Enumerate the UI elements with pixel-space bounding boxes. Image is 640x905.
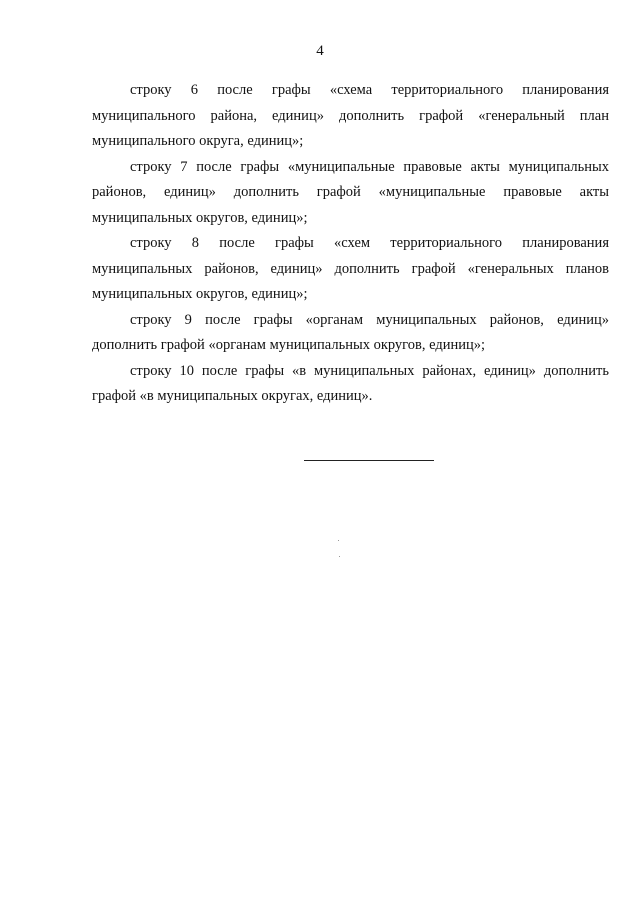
scan-speck bbox=[338, 540, 339, 541]
page-number: 4 bbox=[316, 43, 324, 59]
closing-divider-line bbox=[304, 460, 434, 461]
paragraph-row-8: строку 8 после графы «схем территориального планирования муниципальных районов, единиц» дополнить графой «генеральных планов муниципальных округов, единиц»; bbox=[92, 235, 609, 302]
paragraph-row-9: строку 9 после графы «органам муниципальных районов, единиц» дополнить графой «органам муниципальных округов, единиц»; bbox=[92, 311, 609, 353]
paragraph-row-7: строку 7 после графы «муниципальные правовые акты муниципальных районов, единиц» дополнить графой «муниципальные правовые акты муниципальных округов, единиц»; bbox=[92, 158, 609, 226]
scan-speck bbox=[339, 556, 340, 557]
paragraph-row-10: строку 10 после графы «в муниципальных районах, единиц» дополнить графой «в муниципальных округах, единиц». bbox=[92, 362, 609, 404]
document-body bbox=[92, 78, 609, 410]
paragraph-row-6: строку 6 после графы «схема территориального планирования муниципального района, единиц» дополнить графой «генеральный план муниципального округа, единиц»; bbox=[92, 82, 609, 149]
